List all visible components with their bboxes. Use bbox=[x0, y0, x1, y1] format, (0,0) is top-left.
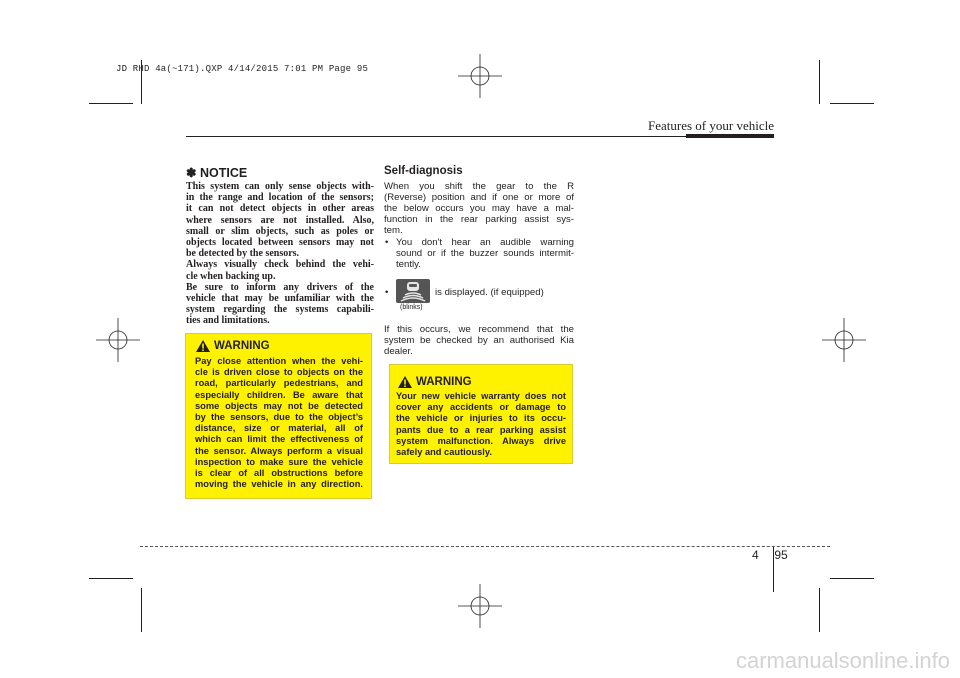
registration-target-right-icon bbox=[822, 318, 866, 362]
warning-box-warranty bbox=[389, 364, 573, 464]
warning-box-sensors bbox=[185, 333, 372, 499]
bullet-dot: • bbox=[385, 237, 389, 248]
notice-line: small or slim objects, such as poles or bbox=[186, 225, 374, 237]
warning-line: some objects may not be detected bbox=[195, 400, 363, 411]
body-line: (Reverse) position and if one or more of bbox=[384, 192, 574, 204]
notice-line: ties and limitations. bbox=[186, 315, 270, 327]
warning-text bbox=[396, 391, 566, 458]
page-number bbox=[752, 548, 788, 562]
body-line: dealer. bbox=[384, 346, 413, 358]
page-number-value: 95 bbox=[774, 548, 788, 562]
notice-line: objects located between sensors may not bbox=[186, 237, 374, 249]
registration-target-left-icon bbox=[96, 318, 140, 362]
notice-title: NOTICE bbox=[199, 166, 248, 180]
warning-triangle-icon bbox=[398, 376, 412, 388]
notice-heading bbox=[186, 165, 247, 180]
registration-target-top-icon bbox=[456, 54, 504, 98]
warning-line: which can limit the effectiveness of bbox=[195, 434, 363, 445]
warning-line: the vehicle or injuries to its occu- bbox=[396, 413, 566, 424]
warning-line: safely and cautiously. bbox=[396, 447, 492, 458]
warning-title: WARNING bbox=[416, 376, 472, 388]
warning-line: pants due to a rear parking assist bbox=[396, 424, 566, 435]
notice-line: where sensors are not installed. Also, bbox=[186, 214, 374, 226]
notice-line: system regarding the systems capabili- bbox=[186, 304, 374, 316]
self-diagnosis-outro bbox=[384, 324, 574, 357]
warning-line: inspection to make sure the vehicle bbox=[195, 456, 363, 467]
warning-line: system malfunction. Always drive bbox=[396, 435, 566, 446]
body-line: When you shift the gear to the R bbox=[384, 181, 574, 192]
notice-line: Always visually check behind the vehi- bbox=[186, 259, 374, 271]
notice-body bbox=[186, 181, 374, 327]
bullet-dot: • bbox=[385, 287, 389, 298]
warning-text bbox=[195, 356, 363, 490]
bullet-no-sound bbox=[396, 237, 574, 270]
warning-line: especially children. Be aware that bbox=[195, 389, 363, 400]
notice-line: Be sure to inform any drivers of the bbox=[186, 281, 374, 293]
warning-line: Your new vehicle warranty does not bbox=[396, 391, 566, 401]
print-slug: JD RHD 4a(~171).QXP 4/14/2015 7:01 PM Page 95 bbox=[116, 64, 369, 74]
warning-triangle-icon bbox=[196, 340, 210, 352]
icon-caption: (blinks) bbox=[400, 304, 423, 311]
self-diagnosis-title: Self-diagnosis bbox=[384, 165, 463, 177]
body-line: system be checked by an authorised Kia bbox=[384, 335, 574, 347]
body-line: tently. bbox=[396, 259, 421, 271]
self-diagnosis-intro bbox=[384, 181, 574, 236]
watermark: carmanualsonline.info bbox=[735, 648, 950, 673]
notice-line: This system can only sense objects with- bbox=[186, 181, 374, 192]
notice-symbol-icon: ✽ bbox=[186, 166, 197, 180]
warning-line: cover any accidents or damage to bbox=[396, 402, 566, 413]
warning-heading bbox=[196, 340, 270, 352]
notice-line: be detected by the sensors. bbox=[186, 248, 300, 260]
notice-line: in the range and location of the sensors; bbox=[186, 192, 374, 204]
body-line: If this occurs, we recommend that the bbox=[384, 324, 574, 335]
warning-line: by the sensors, due to the object’s bbox=[195, 412, 363, 423]
body-line: tem. bbox=[384, 225, 403, 237]
bullet-indicator-text: is displayed. (if equipped) bbox=[435, 287, 544, 298]
header-rule bbox=[186, 136, 686, 137]
notice-line: cle when backing up. bbox=[186, 270, 276, 282]
section-title: Features of your vehicle bbox=[648, 118, 774, 133]
body-line: sound or if the buzzer sounds intermit- bbox=[396, 248, 574, 260]
warning-line: moving the vehicle in any direction. bbox=[195, 479, 363, 490]
body-line: You don't hear an audible warning bbox=[396, 237, 574, 248]
footer-rule bbox=[140, 546, 830, 547]
warning-line: Pay close attention when the vehi- bbox=[195, 356, 363, 366]
warning-line: road, particularly pedestrians, and bbox=[195, 378, 363, 389]
warning-line: is clear of all obstructions before bbox=[195, 468, 363, 479]
warning-line: cle is driven close to objects on the bbox=[195, 367, 363, 378]
body-line: function in the rear parking assist sys- bbox=[384, 214, 574, 226]
warning-heading bbox=[398, 376, 472, 388]
warning-line: the sensor. Always perform a visual bbox=[195, 445, 363, 456]
registration-target-bottom-icon bbox=[456, 584, 504, 628]
body-line: the below occurs you may have a mal- bbox=[384, 203, 574, 215]
notice-line: it can not detect objects in other areas bbox=[186, 203, 374, 215]
warning-line: distance, size or material, all of bbox=[195, 423, 363, 434]
header-rule-accent bbox=[686, 134, 774, 138]
notice-line: vehicle that may be unfamiliar with the bbox=[186, 293, 374, 305]
parking-assist-icon bbox=[396, 279, 430, 303]
chapter-number: 4 bbox=[752, 548, 759, 562]
warning-title: WARNING bbox=[214, 340, 270, 352]
